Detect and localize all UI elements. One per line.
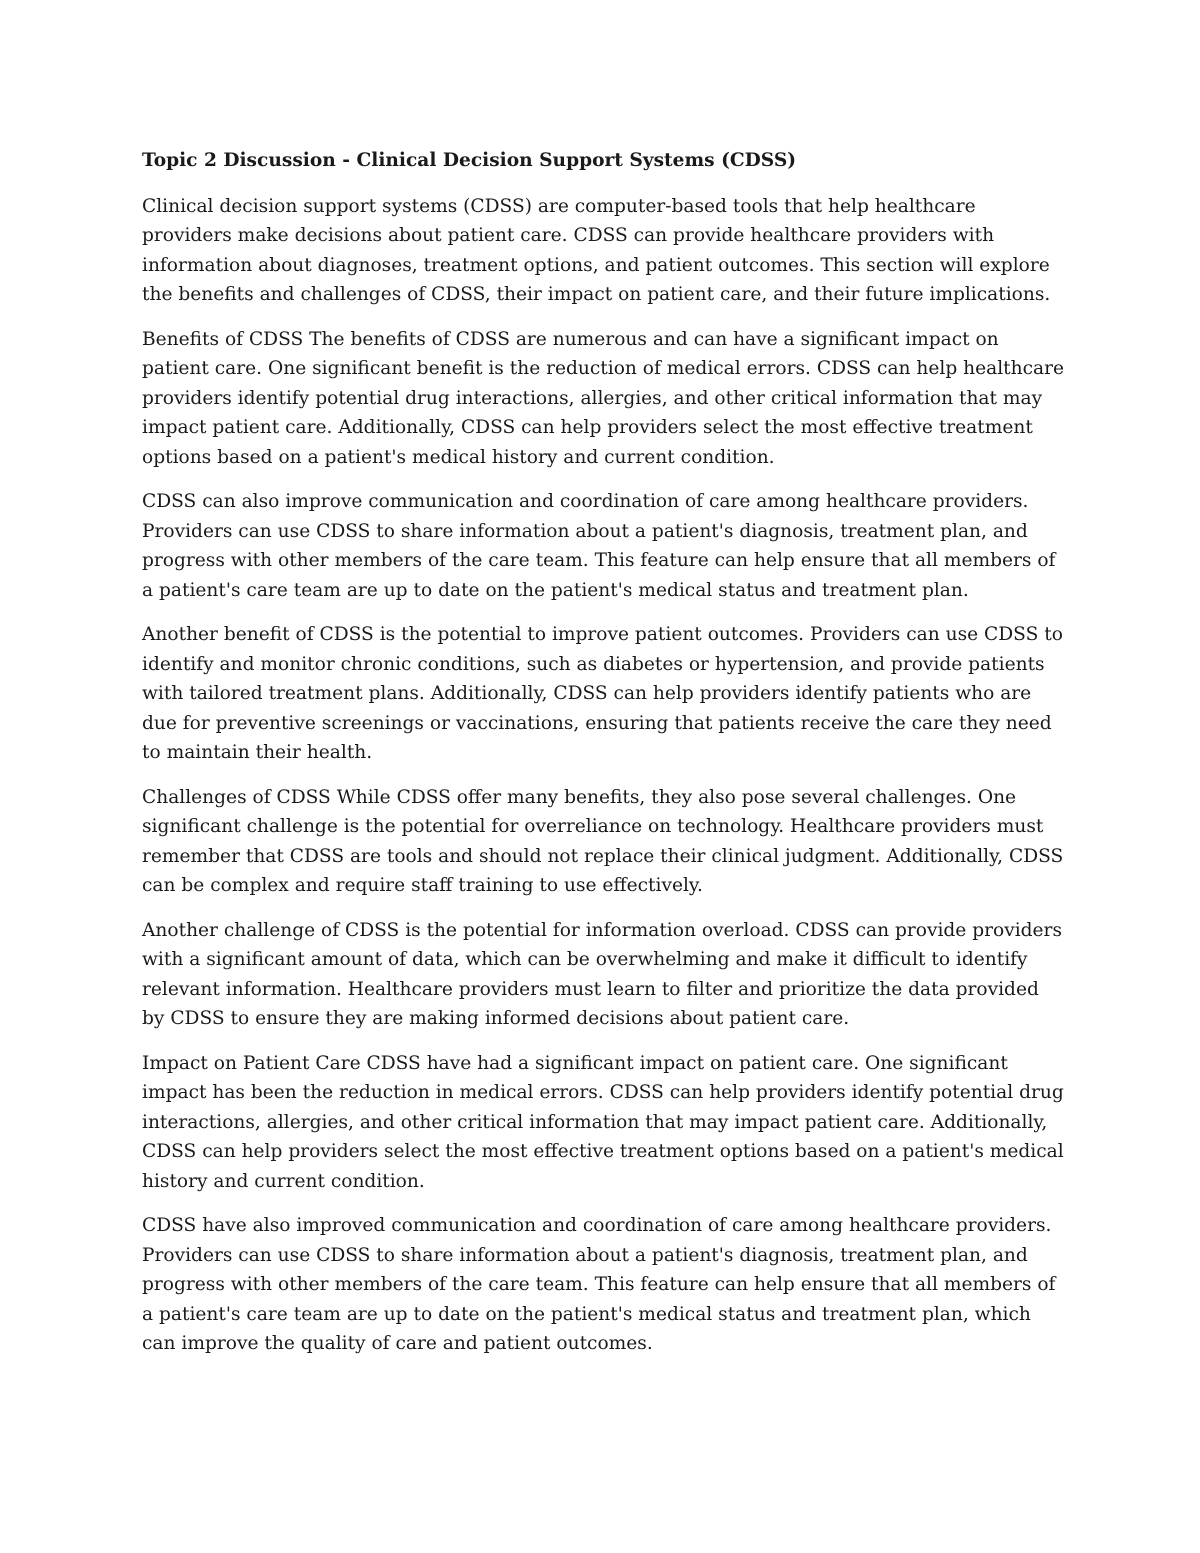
- paragraph-intro: Clinical decision support systems (CDSS) are computer-based tools that help healthcare providers make decisions about patient care. CDSS can provide healthcare providers with information about diagnoses, treatment options, and patient outcomes. This section will explore the benefits and challenges of CDSS, their impact on patient care, and their future implications.: [142, 195, 1051, 305]
- paragraph-information-overload: Another challenge of CDSS is the potential for information overload. CDSS can provide providers with a significant amount of data, which can be overwhelming and make it difficult to identify relevant information. Healthcare providers must learn to filter and prioritize the data provided by CDSS to ensure they are making informed decisions about patient care.: [142, 919, 1062, 1029]
- paragraph-improved-communication: CDSS have also improved communication and coordination of care among healthcare providers. Providers can use CDSS to share information about a patient's diagnosis, treatment plan, and progress with other members of the care team. This feature can help ensure that all members of a patient's care team are up to date on the patient's medical status and treatment plan, which can improve the quality of care and patient outcomes.: [142, 1215, 1056, 1354]
- document-title: Topic 2 Discussion - Clinical Decision Support Systems (CDSS): [142, 150, 797, 171]
- paragraph-challenges: Challenges of CDSS While CDSS offer many benefits, they also pose several challenges. One significant challenge is the potential for overreliance on technology. Healthcare providers must remember that CDSS are tools and should not replace their clinical judgment. Additionally, CDSS can be complex and require staff training to use effectively.: [142, 786, 1064, 896]
- paragraph-outcomes: Another benefit of CDSS is the potential to improve patient outcomes. Providers can use CDSS to identify and monitor chronic conditions, such as diabetes or hypertension, and provide patients with tailored treatment plans. Additionally, CDSS can help providers identify patients who are due for preventive screenings or vaccinations, ensuring that patients receive the care they need to maintain their health.: [142, 624, 1063, 763]
- paragraph-communication: CDSS can also improve communication and coordination of care among healthcare providers. Providers can use CDSS to share information about a patient's diagnosis, treatment plan, and progress with other members of the care team. This feature can help ensure that all members of a patient's care team are up to date on the patient's medical status and treatment plan.: [142, 491, 1056, 601]
- paragraph-impact: Impact on Patient Care CDSS have had a significant impact on patient care. One significant impact has been the reduction in medical errors. CDSS can help providers identify potential drug interactions, allergies, and other critical information that may impact patient care. Additionally, CDSS can help providers select the most effective treatment options based on a patient's medical history and current condition.: [142, 1052, 1064, 1192]
- paragraph-benefits: Benefits of CDSS The benefits of CDSS are numerous and can have a significant impact on patient care. One significant benefit is the reduction of medical errors. CDSS can help healthcare providers identify potential drug interactions, allergies, and other critical information that may impact patient care. Additionally, CDSS can help providers select the most effective treatment options based on a patient's medical history and current condition.: [142, 328, 1065, 468]
- document-body: [142, 146, 1066, 1374]
